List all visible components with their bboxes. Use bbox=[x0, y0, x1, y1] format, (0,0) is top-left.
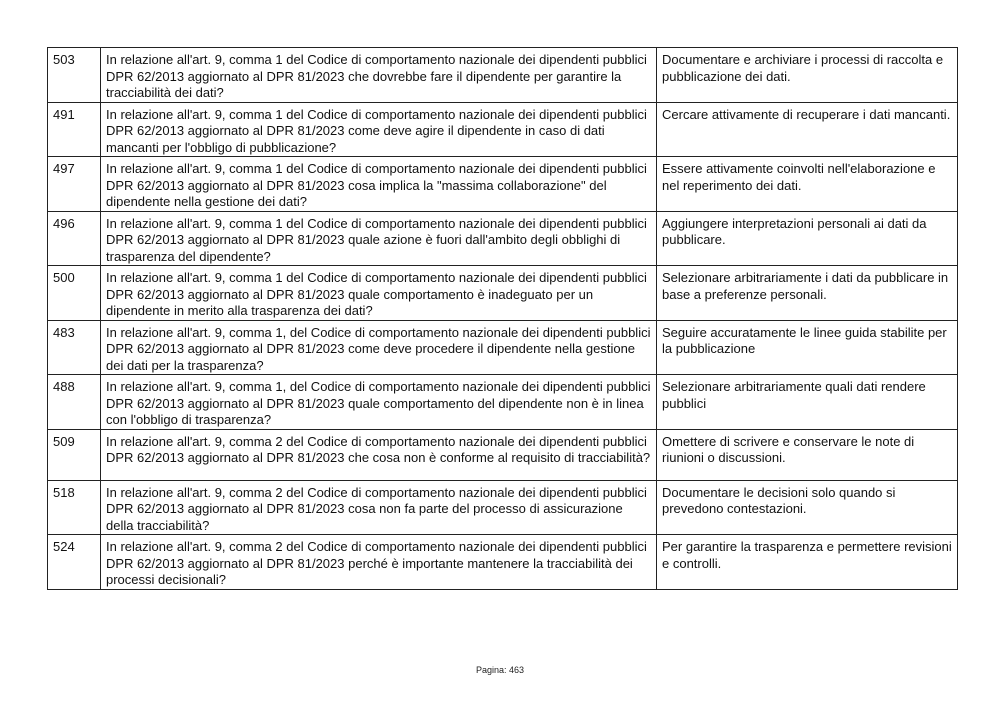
answer-text: Aggiungere interpretazioni personali ai dati da pubblicare. bbox=[657, 211, 958, 266]
question-id: 488 bbox=[48, 375, 101, 430]
question-text: In relazione all'art. 9, comma 1 del Codice di comportamento nazionale dei dipendenti pubblici DPR 62/2013 aggiornato al DPR 81/2023 che dovrebbe fare il dipendente per garantire la tracciabilità dei dati? bbox=[101, 48, 657, 103]
answer-text: Selezionare arbitrariamente i dati da pubblicare in base a preferenze personali. bbox=[657, 266, 958, 321]
question-id: 503 bbox=[48, 48, 101, 103]
answer-text: Documentare e archiviare i processi di raccolta e pubblicazione dei dati. bbox=[657, 48, 958, 103]
question-text: In relazione all'art. 9, comma 1 del Codice di comportamento nazionale dei dipendenti pubblici DPR 62/2013 aggiornato al DPR 81/2023 quale comportamento è inadeguato per un dipendente in merito alla trasparenza dei dati? bbox=[101, 266, 657, 321]
table-row bbox=[48, 157, 958, 212]
question-id: 491 bbox=[48, 102, 101, 157]
answer-text: Seguire accuratamente le linee guida stabilite per la pubblicazione bbox=[657, 320, 958, 375]
table-row bbox=[48, 266, 958, 321]
question-id: 524 bbox=[48, 535, 101, 590]
question-text: In relazione all'art. 9, comma 1 del Codice di comportamento nazionale dei dipendenti pubblici DPR 62/2013 aggiornato al DPR 81/2023 quale azione è fuori dall'ambito degli obblighi di trasparenza del dipendente? bbox=[101, 211, 657, 266]
question-id: 497 bbox=[48, 157, 101, 212]
page-number: Pagina: 463 bbox=[475, 665, 525, 675]
question-text: In relazione all'art. 9, comma 1, del Codice di comportamento nazionale dei dipendenti pubblici DPR 62/2013 aggiornato al DPR 81/2023 come deve procedere il dipendente nella gestione dei dati per la trasparenza? bbox=[101, 320, 657, 375]
table-row bbox=[48, 320, 958, 375]
question-id: 518 bbox=[48, 480, 101, 535]
table-row bbox=[48, 375, 958, 430]
answer-text: Per garantire la trasparenza e permettere revisioni e controlli. bbox=[657, 535, 958, 590]
question-text: In relazione all'art. 9, comma 2 del Codice di comportamento nazionale dei dipendenti pubblici DPR 62/2013 aggiornato al DPR 81/2023 perché è importante mantenere la tracciabilità dei processi decisionali? bbox=[101, 535, 657, 590]
table-row bbox=[48, 480, 958, 535]
question-text: In relazione all'art. 9, comma 2 del Codice di comportamento nazionale dei dipendenti pubblici DPR 62/2013 aggiornato al DPR 81/2023 che cosa non è conforme al requisito di tracciabilità? bbox=[101, 429, 657, 480]
question-id: 483 bbox=[48, 320, 101, 375]
table-row bbox=[48, 48, 958, 103]
question-id: 496 bbox=[48, 211, 101, 266]
answer-text: Cercare attivamente di recuperare i dati mancanti. bbox=[657, 102, 958, 157]
question-table bbox=[47, 47, 958, 590]
question-text: In relazione all'art. 9, comma 1, del Codice di comportamento nazionale dei dipendenti pubblici DPR 62/2013 aggiornato al DPR 81/2023 quale comportamento del dipendente non è in linea con l'obbligo di trasparenza? bbox=[101, 375, 657, 430]
answer-text: Documentare le decisioni solo quando si prevedono contestazioni. bbox=[657, 480, 958, 535]
table-row bbox=[48, 429, 958, 480]
question-text: In relazione all'art. 9, comma 1 del Codice di comportamento nazionale dei dipendenti pubblici DPR 62/2013 aggiornato al DPR 81/2023 cosa implica la "massima collaborazione" del dipendente nella gestione dei dati? bbox=[101, 157, 657, 212]
table-row bbox=[48, 535, 958, 590]
table-row bbox=[48, 211, 958, 266]
question-text: In relazione all'art. 9, comma 1 del Codice di comportamento nazionale dei dipendenti pubblici DPR 62/2013 aggiornato al DPR 81/2023 come deve agire il dipendente in caso di dati mancanti per l'obbligo di pubblicazione? bbox=[101, 102, 657, 157]
answer-text: Selezionare arbitrariamente quali dati rendere pubblici bbox=[657, 375, 958, 430]
question-text: In relazione all'art. 9, comma 2 del Codice di comportamento nazionale dei dipendenti pubblici DPR 62/2013 aggiornato al DPR 81/2023 cosa non fa parte del processo di assicurazione della tracciabilità? bbox=[101, 480, 657, 535]
question-id: 509 bbox=[48, 429, 101, 480]
table-row bbox=[48, 102, 958, 157]
answer-text: Essere attivamente coinvolti nell'elaborazione e nel reperimento dei dati. bbox=[657, 157, 958, 212]
answer-text: Omettere di scrivere e conservare le note di riunioni o discussioni. bbox=[657, 429, 958, 480]
question-id: 500 bbox=[48, 266, 101, 321]
